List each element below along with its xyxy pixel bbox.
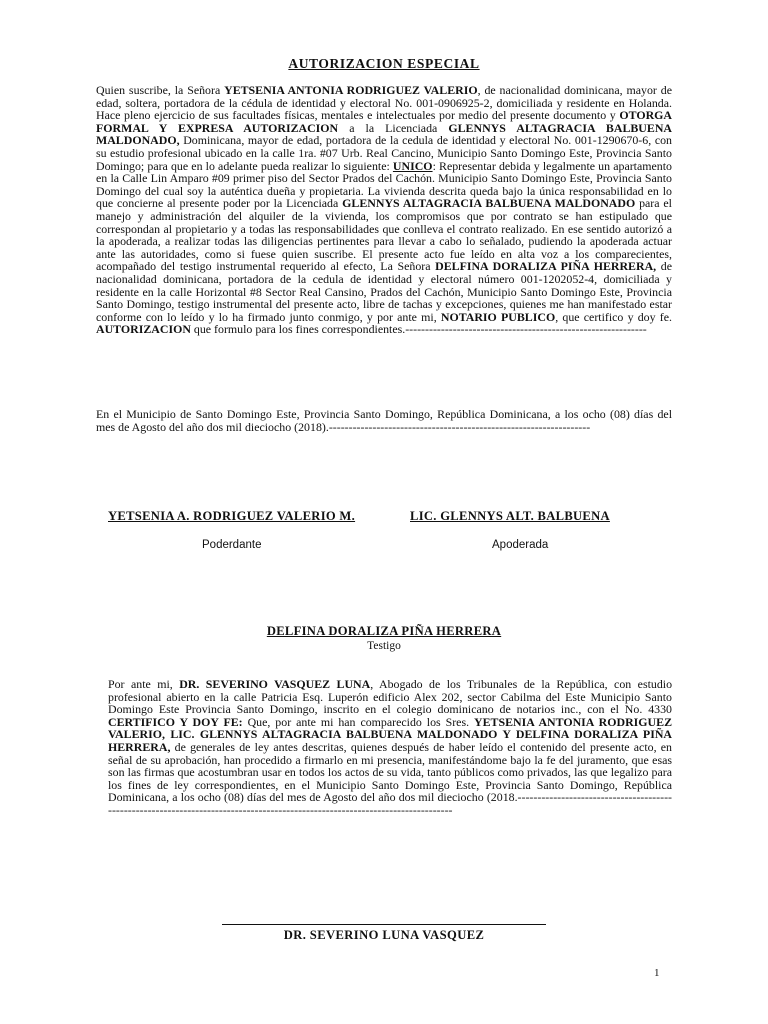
paragraph-text: Quien suscribe, la Señora [96,83,225,97]
apoderada-signature-name: LIC. GLENNYS ALT. BALBUENA [410,509,610,523]
paragraph-text: para el manejo y administración del alquiler de la vivienda, los compromisos que por contrato se han estipulado que correspondan al propietario y a todas las responsabilidades que conlleva el contrato realizado. En ese sentido autorizó a la apoderada, a realizar todas las diligencias pertinentes para llevar a cabo lo señalado, pudiendo la apoderada actuar ante las autoridades, como si fuese quien suscribe. El presente acto fue leído en alta voz a los comparecientes, acompañado del testigo instrumental requerido al efecto, La Señora [96,196,672,274]
testigo-signature-name [0,624,768,639]
poderdante-signature-name: YETSENIA A. RODRIGUEZ VALERIO M. [108,509,356,523]
paragraph-text: , de nacionalidad dominicana, mayor de edad, soltera, portadora de la cédula de identidad y electoral No. 001-0906925-2, domiciliada y residente en Holanda. Hace pleno ejercicio de sus facultades físicas, mentales e intelectuales por medio del presente documento y [96,83,672,123]
testigo-name-text: DELFINA DORALIZA PIÑA HERRERA [266,624,502,638]
appearing-parties: YETSENIA ANTONIA RODRIGUEZ VALERIO, LIC. GLENNYS ALTAGRACIA BALBUENA MALDONADO Y DELFINA DORALIZA PIÑA HERRERA, [108,714,672,754]
paragraph-text: de nacionalidad dominicana, portadora de la cedula de identidad y electoral número 001-1202052-4, domiciliada y residente en la calle Horizontal #8 Sector Real Cansino, Prados del Cachón, Municipio Santo Domingo Este, Provincia Santo Domingo, testigo instrumental del presente acto, libre de tachas y excepciones, quienes me han manifestado estar conforme con lo leído y lo ha firmado junto conmigo, y por ante mi, [96,259,672,324]
authorization-paragraph [96,84,672,336]
testigo-role: Testigo [367,640,401,652]
attorney-name: GLENNYS ALTAGRACIA BALBUENA MALDONADO, [96,120,673,148]
witness-name: DELFINA DORALIZA PIÑA HERRERA, [435,259,657,274]
authorization-word: AUTORIZACION [96,322,191,337]
paragraph-text: de generales de ley antes descritas, quienes después de haber leído el contenido del presente acto, en señal de su aprobación, han procedido a firmarlo en mi presencia, manifestándome bajo la fe del juramento, que esas son las firmas que acostumbran usar en todos los actos de su vida, tanto públicos como privados, las que legalizo para los fines de ley correspondientes, en el Municipio Santo Domingo Este, Provincia Santo Domingo, República Dominicana, a los ocho (08) días del mes de Agosto del año dos mil dieciocho (2018.------------------------------------------------------------------------------------------------------------------------------ [108,739,672,817]
grantor-name: YETSENIA ANTONIA RODRIGUEZ VALERIO [224,83,478,97]
unico-label: UNICO [392,158,433,173]
paragraph-text: Por ante mi, [108,677,180,691]
page-number: 1 [654,967,660,979]
date-place-paragraph: En el Municipio de Santo Domingo Este, Provincia Santo Domingo, República Dominicana, a los ocho (08) días del mes de Agosto del año dos mil dieciocho (2018).------------------------------------------------------------------ [96,407,672,434]
apoderada-role: Apoderada [492,539,549,551]
paragraph-text: Que, por ante mi han comparecido los Sres. [242,714,475,729]
paragraph-text: , Abogado de los Tribunales de la República, con estudio profesional abierto en la calle Patricia Esq. Luperón edificio Alex 202, sector Cabilma del Este Municipio Santo Domingo Este Provincia Santo Domingo, inscrito en el colegio dominicano de notarios inc., con el No. 4330 [108,677,673,717]
paragraph-text: : Representar debida y legalmente un apartamento en la Calle Lin Amparo #09 primer piso del Sector Prados del Cachón. Municipio Santo Domingo Este, Provincia Santo Domingo del cual soy la auténtica dueña y propietaria. La vivienda descrita queda bajo la única responsabilidad en lo que concierne al presente poder por la Licenciada [96,158,672,211]
attorney-name: GLENNYS ALTAGRACIA BALBUENA MALDONADO [342,196,636,211]
notary-name-inline: DR. SEVERINO VASQUEZ LUNA [179,677,371,691]
document-title: AUTORIZACION ESPECIAL [288,56,480,71]
paragraph-text: a la Licenciada [338,120,449,135]
notary-signature-name: DR. SEVERINO LUNA VASQUEZ [283,928,485,942]
notary-label: NOTARIO PUBLICO [440,309,556,324]
paragraph-text: Dominicana, mayor de edad, portadora de la cedula de identidad y electoral No. 001-1290670-6, con su estudio profesional ubicado en la calle 1ra. #07 Urb. Real Cancino, Municipio Santo Domingo Este, Provincia Santo Domingo; para que en lo adelante pueda realizar lo siguiente: [96,133,672,173]
notary-signature-line [222,924,546,925]
paragraph-text: , que certifico y doy fe. [555,309,672,324]
paragraph-text: que formulo para los fines correspondientes.------------------------------------------------------------- [190,322,647,337]
poderdante-role: Poderdante [202,539,262,551]
notary-certification-paragraph [108,678,672,817]
authorization-phrase: OTORGA FORMAL Y EXPRESA AUTORIZACION [96,108,672,135]
certification-phrase: CERTIFICO Y DOY FE: [108,714,243,729]
